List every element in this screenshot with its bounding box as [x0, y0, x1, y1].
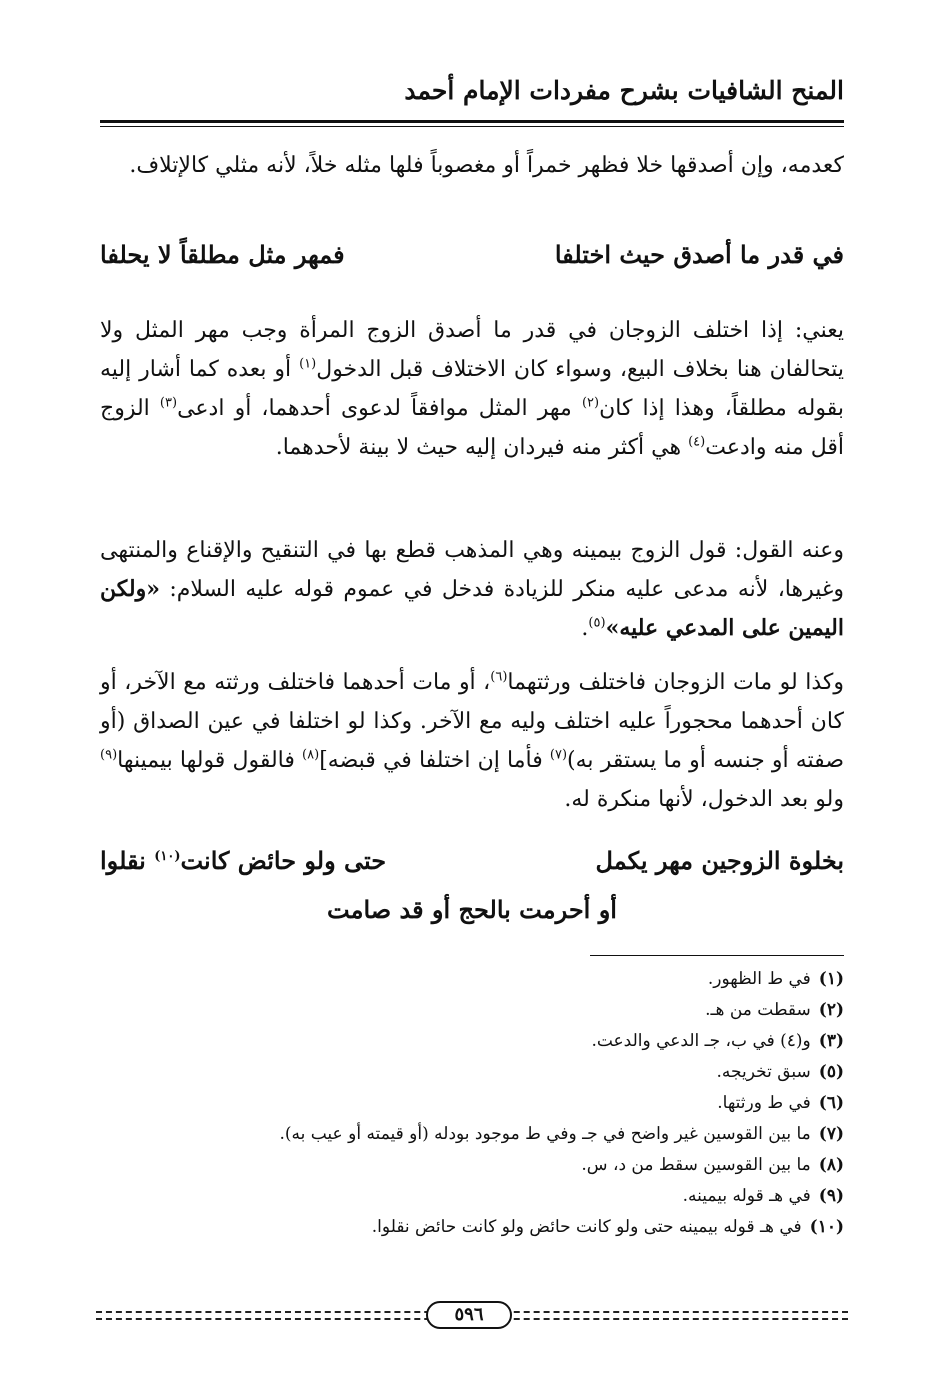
- footnote-ref-8[interactable]: (٨): [302, 747, 320, 763]
- footnote-number: (٩): [818, 1186, 844, 1206]
- paragraph-text: ، أو مات أحدهما فاختلف ورثته مع الآخر، أو كان أحدهما محجوراً عليه اختلف وليه مع الآخر. وكذا لو اختلفا في عين الصداق (أو صفته أو جنسه أو ما يستقر به): [100, 670, 844, 773]
- page-number: ٥٩٦: [426, 1301, 512, 1329]
- paragraph-text: وكذا لو مات الزوجان فاختلف ورثتهما: [507, 670, 844, 695]
- paragraph-text: ولو بعد الدخول، لأنها منكرة له.: [564, 787, 844, 812]
- footnote-ref-7[interactable]: (٧): [549, 747, 568, 763]
- footnote-item: [100, 1088, 844, 1119]
- footnote-item: [100, 1181, 844, 1212]
- footnote-text: في ط الظهور.: [707, 969, 811, 989]
- footnote-item: [100, 1150, 844, 1181]
- paragraph-second-opinion: [100, 531, 844, 648]
- footnote-number: (١): [818, 969, 844, 989]
- footnote-ref-9[interactable]: (٩): [100, 747, 118, 763]
- paragraph-heirs: [100, 663, 844, 819]
- footnote-ref-10[interactable]: (١٠): [154, 849, 181, 864]
- paragraph-text: فالقول قولها بيمينها: [117, 748, 303, 773]
- footnote-ref-2[interactable]: (٢): [581, 395, 600, 411]
- verse-2-second-hemistich: [100, 846, 386, 875]
- footnote-number: (٥): [818, 1062, 844, 1082]
- footnote-number: (٦): [818, 1093, 844, 1113]
- footnote-text: سقطت من هـ.: [705, 1000, 811, 1020]
- footnote-item: [100, 995, 844, 1026]
- footnote-ref-6[interactable]: (٦): [490, 669, 508, 685]
- footnote-text: سبق تخريجه.: [716, 1062, 811, 1082]
- footnote-text: ما بين القوسين سقط من د، س.: [581, 1155, 811, 1175]
- paragraph-text: فأما إن اختلفا في قبضه]: [319, 748, 550, 773]
- paragraph-text: الزوج أقل منه وادعت: [100, 396, 844, 460]
- footnote-text: ما بين القوسين غير واضح في جـ وفي ط موجود بودله (أو قيمته أو عيب به).: [279, 1124, 811, 1144]
- paragraph-text: أو بعده كما أشار إليه بقوله مطلقاً، وهذا إذا كان: [100, 357, 844, 421]
- footnote-ref-1[interactable]: (١): [299, 356, 317, 372]
- paragraph-continuation: كعدمه، وإن أصدقها خلا فظهر خمراً أو مغصوباً فلها مثله خلاً، لأنه مثلي كالإتلاف.: [129, 153, 844, 178]
- verse-2-first-hemistich: بخلوة الزوجين مهر يكمل: [595, 846, 844, 875]
- footnote-text: في هـ قوله بيمينه حتى ولو كانت حائض ولو كانت حائض نقلوا.: [371, 1217, 802, 1237]
- verse-text: حتى ولو حائض كانت: [180, 846, 387, 875]
- footnotes-list: [100, 964, 844, 1243]
- paragraph-text: .: [581, 616, 589, 641]
- footnote-ref-5[interactable]: (٥): [588, 615, 606, 631]
- footnote-number: (٧): [818, 1124, 844, 1144]
- footnote-text: في هـ قوله بيمينه.: [682, 1186, 811, 1206]
- footnote-number: (١٠): [809, 1217, 844, 1237]
- footnote-item: [100, 1212, 844, 1243]
- footnote-separator: [590, 955, 844, 956]
- footnote-text: و(٤) في ب، جـ الدعي والدعت.: [591, 1031, 811, 1051]
- verse-line-3: أو أحرمت بالحج أو قد صامت: [327, 895, 617, 924]
- footnote-ref-3[interactable]: (٣): [159, 395, 178, 411]
- verse-text: نقلوا: [100, 846, 155, 875]
- header-rule: [100, 120, 844, 127]
- paragraph-text: هي أكثر منه فيردان إليه حيث لا بينة لأحدهما.: [275, 435, 689, 460]
- footnote-item: [100, 964, 844, 995]
- footnote-item: [100, 1057, 844, 1088]
- paragraph-text: مهر المثل موافقاً لدعوى أحدهما، أو ادعى: [177, 396, 582, 421]
- footnote-ref-4[interactable]: (٤): [688, 434, 706, 450]
- footnote-item: [100, 1119, 844, 1150]
- paragraph-text: وعنه القول: قول الزوج بيمينه وهي المذهب قطع بها في التنقيح والإقناع والمنتهى وغيرها، لأنه مدعى عليه منكر للزيادة فدخل في عموم قوله عليه السلام:: [100, 538, 844, 602]
- verse-line-1: [100, 240, 844, 280]
- running-header-title: المنح الشافيات بشرح مفردات الإمام أحمد: [404, 76, 844, 105]
- verse-line-2: [100, 846, 844, 886]
- footnote-number: (٢): [818, 1000, 844, 1020]
- footnote-text: في ط ورثتها.: [717, 1093, 811, 1113]
- hadith-quote: «ولكن اليمين على المدعي عليه»: [100, 576, 844, 641]
- verse-1-second-hemistich: فمهر مثل مطلقاً لا يحلفا: [100, 240, 345, 269]
- page-footer-ornament: [96, 1301, 848, 1327]
- paragraph-explanation: [100, 311, 844, 467]
- footnote-item: [100, 1026, 844, 1057]
- paragraph-text: يعني: إذا اختلف الزوجان في قدر ما أصدق الزوج المرأة وجب مهر المثل ولا يتحالفان هنا بخلاف البيع، وسواء كان الاختلاف قبل الدخول: [100, 318, 845, 382]
- verse-1-first-hemistich: في قدر ما أصدق حيث اختلفا: [554, 240, 844, 269]
- footnote-number: (٨): [818, 1155, 844, 1175]
- footnote-number: (٣): [818, 1031, 844, 1051]
